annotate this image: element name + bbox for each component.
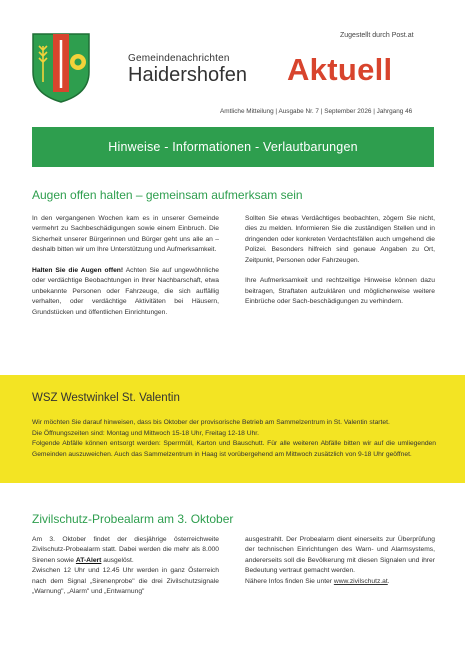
paragraph: Sollten Sie etwas Verdächtiges beobachten, zögern Sie nicht, dies zu melden. Informieren Sie die zuständigen Stellen und in dringenden oder konkreten Verdachtsfällen auch umgehend die Polizei. Besonders hilfreich sind genaue Angaben zu Ort, Zeitpunkt, Personen oder Fahrzeugen. xyxy=(245,215,435,264)
at-alert-text: AT-Alert xyxy=(75,556,102,564)
article-column-right xyxy=(245,214,435,318)
paragraph xyxy=(245,577,435,587)
zivilschutz-link[interactable]: www.zivilschutz.at xyxy=(333,577,388,585)
paragraph-text: ausgelöst. xyxy=(101,556,134,564)
paragraph-text: Am 3. Oktober findet der diesjährige österreichweite Zivilschutz-Probealarm statt. Dabei werden die mehr als 8.000 Sirenen sowie xyxy=(32,536,219,564)
zivilschutz-column-right xyxy=(245,535,435,587)
paragraph xyxy=(32,535,219,566)
wsz-title: WSZ Westwinkel St. Valentin xyxy=(32,392,180,404)
paragraph-text: Nähere Infos finden Sie unter xyxy=(245,577,334,585)
paragraph-text: . xyxy=(387,577,390,585)
wsz-body xyxy=(32,418,436,460)
issue-meta: Amtliche Mitteilung | Ausgabe Nr. 7 | September 2026 | Jahrgang 46 xyxy=(220,108,413,115)
paragraph-text: Achten Sie auf ungewöhnliche oder verdächtige Beobachtungen in Ihrer Nachbarschaft, etwa unbekannte Personen oder Fahrzeuge, die sich auffällig verhalten, oder verdächtige Aktivitäten bei Häusern, Grundstücken und öffentlichen Einrichtungen. xyxy=(32,267,220,316)
wsz-line: Die Öffnungszeiten sind: Montag und Mittwoch 15-18 Uhr, Freitag 12-18 Uhr. xyxy=(32,429,260,437)
masthead-brand: Aktuell xyxy=(287,52,393,87)
paragraph xyxy=(32,266,219,318)
zivilschutz-column-left xyxy=(32,535,219,597)
delivery-note: Zugestellt durch Post.at xyxy=(340,32,414,39)
paragraph: In den vergangenen Wochen kam es in unserer Gemeinde vermehrt zu Sachbeschädigungen sowie einem Einbruch. Die Sicherheit unserer Bürgerinnen und Bürger geht uns alle an – deshalb bitten wir um Ihre Unterstützung und Aufmerksamkeit. xyxy=(32,215,219,254)
wsz-line: Wir möchten Sie darauf hinweisen, dass bis Oktober der provisorische Betrieb am Sammelzentrum in St. Valentin startet. xyxy=(32,419,390,426)
paragraph: Zwischen 12 Uhr und 12.45 Uhr werden in ganz Österreich nach dem Signal „Sirenenprobe" die drei Zivilschutzsignale „Warnung", „Alarm" und „Entwarnung" xyxy=(32,567,219,596)
emphasis: Halten Sie die Augen offen! xyxy=(32,267,124,275)
municipal-crest-icon xyxy=(31,32,91,104)
zivilschutz-title: Zivilschutz-Probealarm am 3. Oktober xyxy=(32,512,234,526)
article-column-left xyxy=(32,214,219,328)
paragraph: Ihre Aufmerksamkeit und rechtzeitige Hinweise können dazu beitragen, Straftaten aufzuklären und möglicherweise weitere Einbrüche oder Sach-beschädigungen zu verhindern. xyxy=(245,277,435,306)
wsz-line: Folgende Abfälle können entsorgt werden: Sperrmüll, Karton und Bauschutt. Für alle weiteren Abfälle bitten wir auf die umliegenden Gemeinden auszuweichen. Auch das Sammelzentrum in Haag ist vorübergehend am Mittwoch zusätzlich von 9-18 Uhr geöffnet. xyxy=(32,440,436,458)
masthead-subtitle: Gemeindenachrichten xyxy=(128,53,230,64)
section-banner: Hinweise - Informationen - Verlautbarungen xyxy=(32,127,434,167)
article-title: Augen offen halten – gemeinsam aufmerksam sein xyxy=(32,188,303,202)
paragraph: ausgestrahlt. Der Probealarm dient einerseits zur Überprüfung der technischen Einrichtungen des Warn- und Alarmsystems, andererseits soll die Bevölkerung mit diesen Signalen und ihrer Bedeutung vertraut gemacht werden. xyxy=(245,536,435,575)
masthead-town-name: Haidershofen xyxy=(128,64,247,86)
